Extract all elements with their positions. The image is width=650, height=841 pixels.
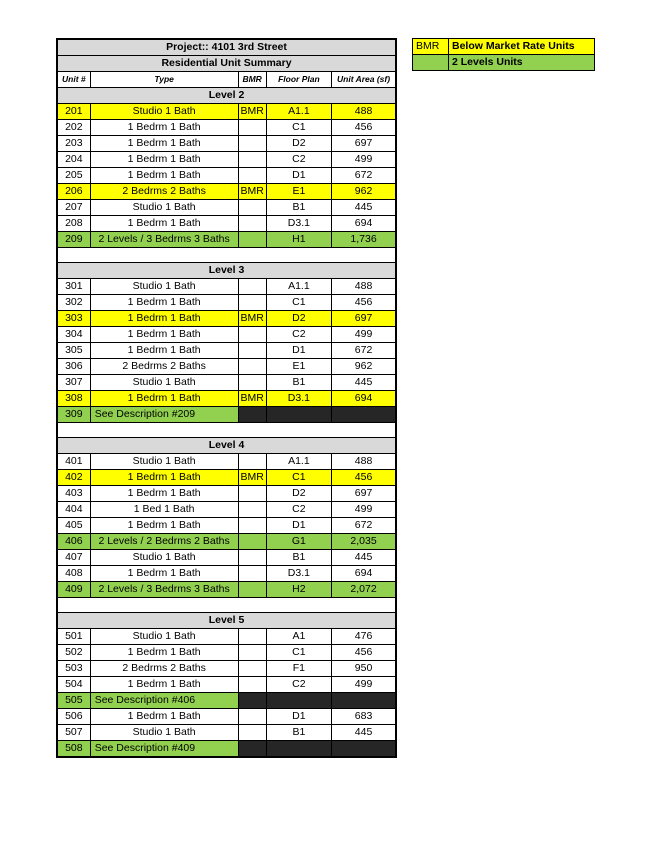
unit-bmr [238, 359, 266, 375]
unit-number: 407 [57, 550, 90, 566]
unit-floor-plan: D2 [266, 486, 331, 502]
unit-number: 301 [57, 279, 90, 295]
unit-area: 962 [332, 359, 396, 375]
unit-area: 499 [332, 677, 396, 693]
unit-area: 672 [332, 343, 396, 359]
unit-bmr [238, 629, 266, 645]
unit-row [57, 741, 396, 758]
unit-floor-plan: D3.1 [266, 216, 331, 232]
unit-number: 501 [57, 629, 90, 645]
unit-area: 476 [332, 629, 396, 645]
spacer-cell [57, 598, 396, 613]
unit-bmr [238, 407, 266, 423]
unit-type: Studio 1 Bath [90, 200, 238, 216]
unit-area: 2,072 [332, 582, 396, 598]
unit-row [57, 327, 396, 343]
unit-area: 694 [332, 216, 396, 232]
unit-area: 456 [332, 120, 396, 136]
level-title: Level 2 [57, 88, 396, 104]
unit-area: 456 [332, 470, 396, 486]
unit-row [57, 518, 396, 534]
unit-row [57, 550, 396, 566]
unit-type: See Description #209 [90, 407, 238, 423]
unit-floor-plan: H1 [266, 232, 331, 248]
unit-row [57, 184, 396, 200]
unit-number: 205 [57, 168, 90, 184]
unit-floor-plan: C2 [266, 677, 331, 693]
unit-number: 506 [57, 709, 90, 725]
unit-number: 307 [57, 375, 90, 391]
unit-area: 2,035 [332, 534, 396, 550]
unit-type: See Description #406 [90, 693, 238, 709]
unit-floor-plan: C2 [266, 327, 331, 343]
unit-type: 1 Bedrm 1 Bath [90, 645, 238, 661]
unit-area: 488 [332, 454, 396, 470]
unit-area: 456 [332, 645, 396, 661]
unit-type: Studio 1 Bath [90, 375, 238, 391]
unit-bmr [238, 661, 266, 677]
unit-row [57, 375, 396, 391]
unit-floor-plan: C1 [266, 470, 331, 486]
project-title-row [57, 39, 396, 56]
unit-number: 505 [57, 693, 90, 709]
unit-bmr [238, 550, 266, 566]
column-header-type: Type [90, 72, 238, 88]
spacer-cell [57, 248, 396, 263]
unit-type: 1 Bedrm 1 Bath [90, 311, 238, 327]
unit-area: 694 [332, 566, 396, 582]
unit-row [57, 677, 396, 693]
unit-area: 694 [332, 391, 396, 407]
unit-row [57, 693, 396, 709]
unit-type: Studio 1 Bath [90, 725, 238, 741]
unit-number: 208 [57, 216, 90, 232]
unit-row [57, 104, 396, 120]
unit-bmr [238, 645, 266, 661]
unit-row [57, 279, 396, 295]
unit-number: 402 [57, 470, 90, 486]
unit-bmr [238, 343, 266, 359]
unit-floor-plan: C2 [266, 502, 331, 518]
unit-bmr [238, 327, 266, 343]
unit-row [57, 120, 396, 136]
unit-floor-plan: G1 [266, 534, 331, 550]
unit-bmr [238, 709, 266, 725]
unit-type: 1 Bedrm 1 Bath [90, 216, 238, 232]
unit-bmr: BMR [238, 104, 266, 120]
unit-row [57, 152, 396, 168]
level-spacer-row [57, 598, 396, 613]
unit-type: Studio 1 Bath [90, 104, 238, 120]
unit-type: 1 Bedrm 1 Bath [90, 168, 238, 184]
legend-label-bmr: Below Market Rate Units [449, 39, 595, 55]
legend-row-two-levels [413, 55, 595, 71]
unit-bmr [238, 677, 266, 693]
unit-row [57, 566, 396, 582]
unit-area: 456 [332, 295, 396, 311]
unit-row [57, 470, 396, 486]
unit-area: 445 [332, 550, 396, 566]
unit-type: 2 Bedrms 2 Baths [90, 359, 238, 375]
unit-row [57, 582, 396, 598]
unit-type: 1 Bedrm 1 Bath [90, 152, 238, 168]
unit-floor-plan: E1 [266, 359, 331, 375]
unit-number: 209 [57, 232, 90, 248]
unit-type: See Description #409 [90, 741, 238, 758]
unit-area: 683 [332, 709, 396, 725]
unit-bmr [238, 295, 266, 311]
unit-bmr: BMR [238, 391, 266, 407]
level-spacer-row [57, 248, 396, 263]
unit-type: 1 Bedrm 1 Bath [90, 518, 238, 534]
unit-row [57, 359, 396, 375]
unit-bmr [238, 136, 266, 152]
column-header-row [57, 72, 396, 88]
unit-row [57, 486, 396, 502]
unit-row [57, 709, 396, 725]
unit-row [57, 391, 396, 407]
unit-number: 201 [57, 104, 90, 120]
unit-floor-plan [266, 741, 331, 758]
unit-number: 502 [57, 645, 90, 661]
column-header-bmr: BMR [238, 72, 266, 88]
unit-floor-plan: D1 [266, 343, 331, 359]
unit-bmr [238, 693, 266, 709]
unit-number: 204 [57, 152, 90, 168]
unit-area: 488 [332, 279, 396, 295]
unit-area: 697 [332, 311, 396, 327]
unit-number: 306 [57, 359, 90, 375]
unit-number: 404 [57, 502, 90, 518]
column-header-unit: Unit # [57, 72, 90, 88]
unit-floor-plan: B1 [266, 725, 331, 741]
unit-floor-plan: D1 [266, 709, 331, 725]
unit-row [57, 534, 396, 550]
unit-bmr: BMR [238, 184, 266, 200]
unit-row [57, 725, 396, 741]
unit-type: 1 Bedrm 1 Bath [90, 136, 238, 152]
unit-bmr [238, 741, 266, 758]
spacer-cell [57, 423, 396, 438]
unit-row [57, 502, 396, 518]
unit-type: 1 Bedrm 1 Bath [90, 709, 238, 725]
unit-type: 1 Bedrm 1 Bath [90, 295, 238, 311]
unit-type: 2 Levels / 2 Bedrms 2 Baths [90, 534, 238, 550]
unit-bmr [238, 582, 266, 598]
unit-bmr [238, 168, 266, 184]
legend-row-bmr [413, 39, 595, 55]
unit-type: 1 Bedrm 1 Bath [90, 343, 238, 359]
unit-floor-plan: G1 [266, 693, 331, 709]
unit-floor-plan: H2 [266, 582, 331, 598]
unit-floor-plan: A1.1 [266, 279, 331, 295]
column-header-unit-area: Unit Area (sf) [332, 72, 396, 88]
unit-area: 445 [332, 375, 396, 391]
legend-key-bmr: BMR [413, 39, 449, 55]
unit-row [57, 407, 396, 423]
unit-summary-body [57, 39, 396, 757]
unit-floor-plan: A1 [266, 629, 331, 645]
unit-summary-table [56, 38, 397, 758]
unit-bmr [238, 502, 266, 518]
unit-bmr [238, 375, 266, 391]
unit-type: 1 Bedrm 1 Bath [90, 391, 238, 407]
unit-row [57, 216, 396, 232]
unit-type: Studio 1 Bath [90, 279, 238, 295]
unit-number: 202 [57, 120, 90, 136]
unit-area: 697 [332, 136, 396, 152]
unit-type: 2 Bedrms 2 Baths [90, 661, 238, 677]
unit-area: 950 [332, 661, 396, 677]
level-header-row [57, 438, 396, 454]
unit-number: 406 [57, 534, 90, 550]
unit-number: 503 [57, 661, 90, 677]
unit-type: 2 Levels / 3 Bedrms 3 Baths [90, 582, 238, 598]
unit-floor-plan: A1.1 [266, 454, 331, 470]
unit-type: 1 Bedrm 1 Bath [90, 677, 238, 693]
unit-number: 409 [57, 582, 90, 598]
unit-area: 1,736 [332, 232, 396, 248]
unit-type: 1 Bedrm 1 Bath [90, 120, 238, 136]
unit-floor-plan: E1 [266, 184, 331, 200]
unit-area: 499 [332, 327, 396, 343]
unit-floor-plan: C1 [266, 120, 331, 136]
unit-area: 499 [332, 502, 396, 518]
unit-number: 405 [57, 518, 90, 534]
level-spacer-row [57, 423, 396, 438]
unit-bmr [238, 534, 266, 550]
level-header-row [57, 263, 396, 279]
unit-number: 203 [57, 136, 90, 152]
unit-floor-plan: D1 [266, 168, 331, 184]
unit-row [57, 311, 396, 327]
level-title: Level 3 [57, 263, 396, 279]
unit-floor-plan: A1.1 [266, 104, 331, 120]
level-title: Level 4 [57, 438, 396, 454]
unit-row [57, 661, 396, 677]
unit-type: 1 Bedrm 1 Bath [90, 566, 238, 582]
unit-area: 697 [332, 486, 396, 502]
unit-row [57, 136, 396, 152]
unit-floor-plan: F1 [266, 661, 331, 677]
unit-bmr [238, 725, 266, 741]
unit-floor-plan: D1 [266, 518, 331, 534]
unit-row [57, 645, 396, 661]
unit-type: 1 Bed 1 Bath [90, 502, 238, 518]
unit-bmr: BMR [238, 470, 266, 486]
unit-area: 499 [332, 152, 396, 168]
unit-bmr [238, 152, 266, 168]
unit-number: 303 [57, 311, 90, 327]
unit-floor-plan [266, 407, 331, 423]
unit-area: 672 [332, 518, 396, 534]
unit-bmr: BMR [238, 311, 266, 327]
unit-row [57, 629, 396, 645]
unit-bmr [238, 279, 266, 295]
unit-number: 304 [57, 327, 90, 343]
unit-bmr [238, 454, 266, 470]
unit-bmr [238, 518, 266, 534]
unit-floor-plan: D3.1 [266, 566, 331, 582]
unit-floor-plan: B1 [266, 375, 331, 391]
unit-bmr [238, 216, 266, 232]
unit-type: 1 Bedrm 1 Bath [90, 470, 238, 486]
unit-floor-plan: C2 [266, 152, 331, 168]
unit-floor-plan: D3.1 [266, 391, 331, 407]
unit-area: 488 [332, 104, 396, 120]
unit-number: 507 [57, 725, 90, 741]
unit-area: 445 [332, 725, 396, 741]
unit-floor-plan: C1 [266, 295, 331, 311]
level-header-row [57, 88, 396, 104]
unit-row [57, 168, 396, 184]
unit-number: 207 [57, 200, 90, 216]
unit-row [57, 454, 396, 470]
unit-number: 302 [57, 295, 90, 311]
unit-area: 672 [332, 168, 396, 184]
summary-title-row [57, 56, 396, 72]
unit-bmr [238, 200, 266, 216]
unit-type: 2 Levels / 3 Bedrms 3 Baths [90, 232, 238, 248]
unit-type: 1 Bedrm 1 Bath [90, 327, 238, 343]
unit-row [57, 343, 396, 359]
unit-area: 962 [332, 184, 396, 200]
legend-key-two-levels [413, 55, 449, 71]
unit-type: Studio 1 Bath [90, 454, 238, 470]
unit-area: 445 [332, 200, 396, 216]
column-header-floor-plan: Floor Plan [266, 72, 331, 88]
unit-row [57, 295, 396, 311]
unit-area [332, 407, 396, 423]
unit-row [57, 200, 396, 216]
unit-area [332, 741, 396, 758]
unit-number: 408 [57, 566, 90, 582]
unit-number: 403 [57, 486, 90, 502]
unit-number: 508 [57, 741, 90, 758]
unit-floor-plan: B1 [266, 550, 331, 566]
summary-title: Residential Unit Summary [57, 56, 396, 72]
unit-type: Studio 1 Bath [90, 629, 238, 645]
unit-bmr [238, 120, 266, 136]
unit-floor-plan: C1 [266, 645, 331, 661]
unit-number: 504 [57, 677, 90, 693]
legend-label-two-levels: 2 Levels Units [449, 55, 595, 71]
unit-floor-plan: D2 [266, 136, 331, 152]
legend-table [412, 38, 595, 71]
unit-area: 1,069 [332, 693, 396, 709]
unit-number: 309 [57, 407, 90, 423]
level-header-row [57, 613, 396, 629]
project-title: Project:: 4101 3rd Street [57, 39, 396, 56]
unit-type: 1 Bedrm 1 Bath [90, 486, 238, 502]
unit-number: 305 [57, 343, 90, 359]
level-title: Level 5 [57, 613, 396, 629]
unit-row [57, 232, 396, 248]
unit-floor-plan: D2 [266, 311, 331, 327]
unit-bmr [238, 232, 266, 248]
unit-type: Studio 1 Bath [90, 550, 238, 566]
unit-number: 401 [57, 454, 90, 470]
unit-number: 206 [57, 184, 90, 200]
unit-floor-plan: B1 [266, 200, 331, 216]
unit-number: 308 [57, 391, 90, 407]
unit-type: 2 Bedrms 2 Baths [90, 184, 238, 200]
unit-bmr [238, 566, 266, 582]
unit-bmr [238, 486, 266, 502]
